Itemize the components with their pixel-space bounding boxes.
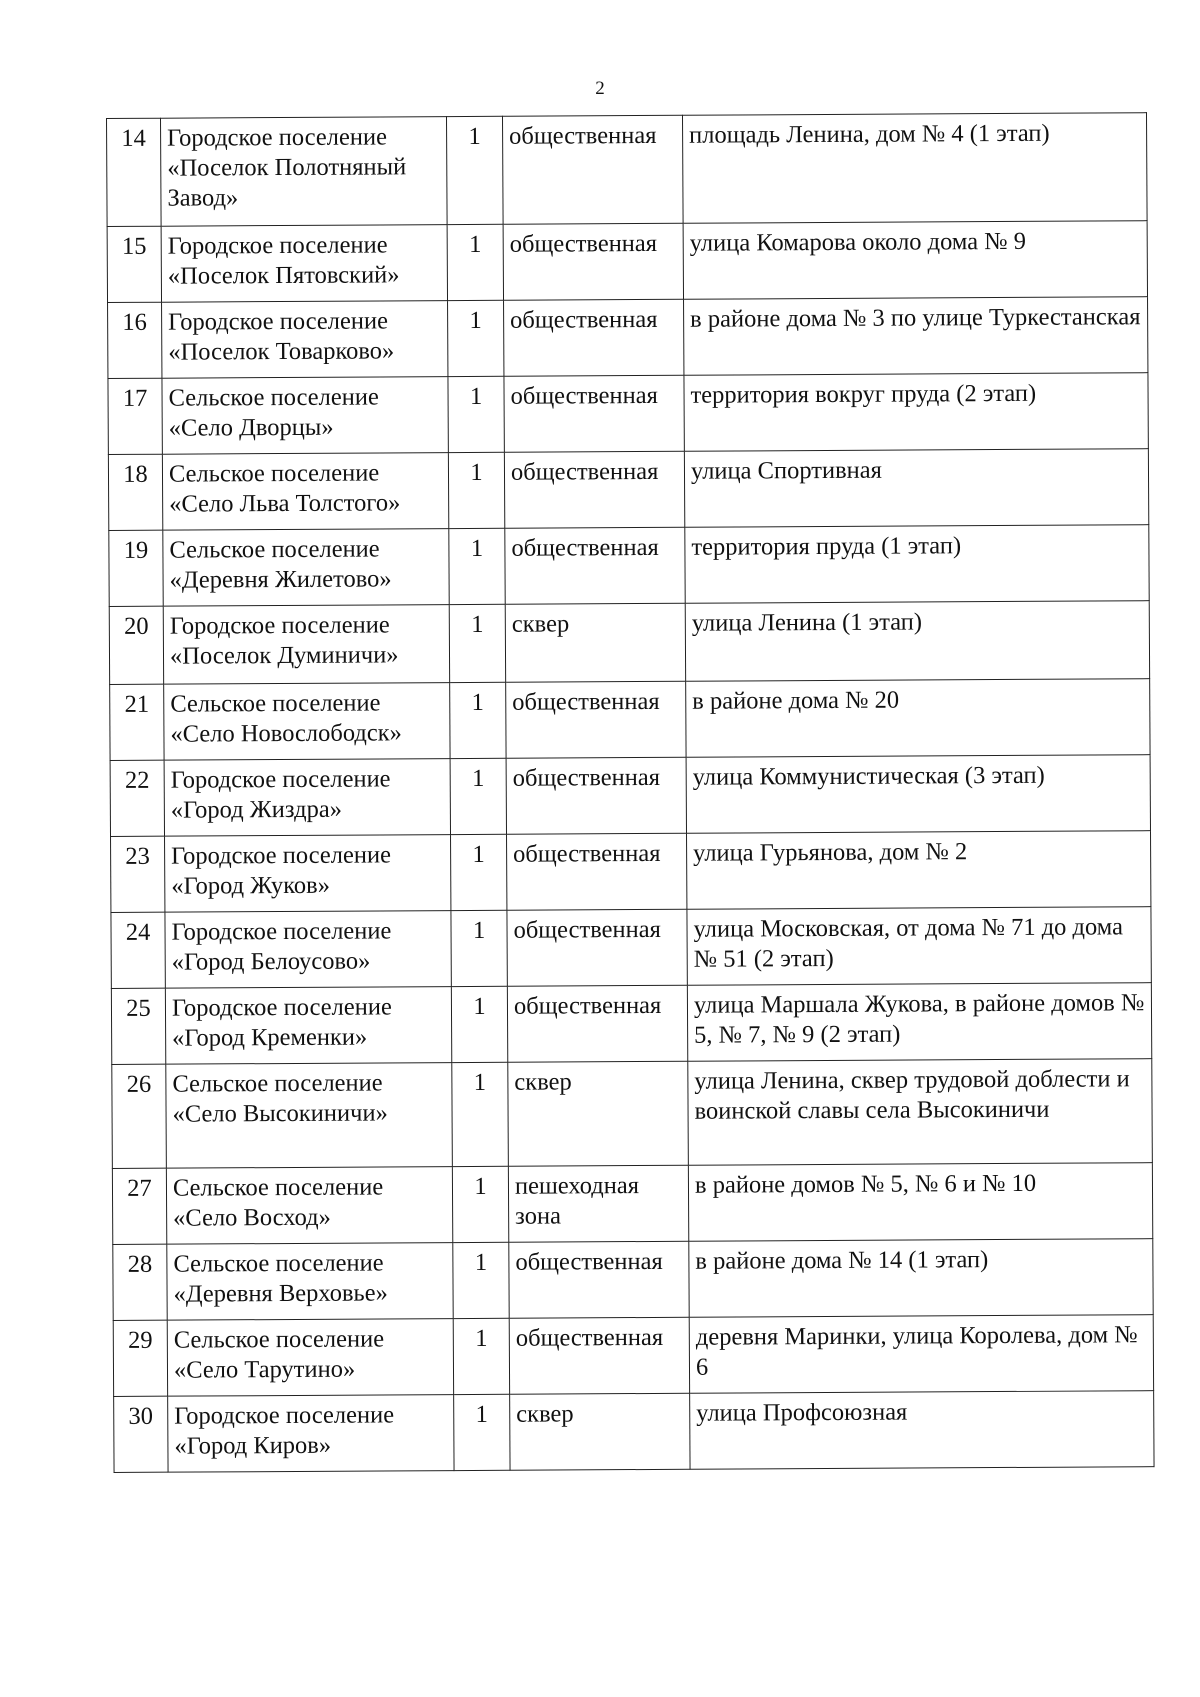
location-address: улица Ленина, сквер трудовой доблести и воинской славы села Высокиничи (688, 1059, 1153, 1166)
table-row (110, 679, 1150, 761)
territory-type: общественная (504, 299, 684, 376)
object-count: 1 (449, 604, 505, 682)
settlement-name: Сельское поселение «Село Тарутино» (167, 1319, 453, 1397)
table-row (111, 831, 1151, 913)
object-count: 1 (453, 1242, 509, 1318)
table-row (111, 983, 1151, 1065)
settlement-name: Сельское поселение «Село Дворцы» (162, 377, 448, 455)
territory-type: общественная (507, 833, 687, 910)
object-count: 1 (447, 224, 503, 300)
location-address: деревня Маринки, улица Королева, дом № 6 (689, 1315, 1153, 1394)
location-address: улица Профсоюзная (690, 1391, 1154, 1470)
row-number: 29 (113, 1320, 167, 1396)
location-address: улица Ленина (1 этап) (685, 601, 1149, 682)
settlement-name: Городское поселение «Город Кременки» (165, 987, 451, 1065)
location-address: в районе домов № 5, № 6 и № 10 (688, 1163, 1152, 1242)
object-count: 1 (453, 1318, 509, 1394)
territory-type: общественная (502, 115, 683, 224)
territory-type: сквер (505, 603, 685, 682)
object-count: 1 (451, 910, 507, 986)
settlement-name: Сельское поселение «Село Новослободск» (164, 683, 450, 761)
object-count: 1 (451, 834, 507, 910)
row-number: 30 (114, 1396, 168, 1472)
location-address: в районе дома № 20 (686, 679, 1150, 758)
territory-type: сквер (510, 1393, 690, 1470)
location-address: площадь Ленина, дом № 4 (1 этап) (682, 113, 1147, 224)
object-count: 1 (446, 116, 503, 224)
table-row (114, 1391, 1154, 1473)
territory-type: общественная (504, 375, 684, 452)
table-row (110, 755, 1150, 837)
territory-type: пешеходная зона (508, 1165, 688, 1242)
table-row (112, 1163, 1152, 1245)
settlement-name: Городское поселение «Поселок Думиничи» (163, 605, 449, 685)
settlement-name: Городское поселение «Поселок Пятовский» (161, 225, 447, 303)
location-address: улица Гурьянова, дом № 2 (687, 831, 1151, 910)
settlement-name: Городское поселение «Город Жиздра» (164, 759, 450, 837)
territory-type: общественная (503, 223, 683, 300)
location-address: улица Коммунистическая (3 этап) (686, 755, 1150, 834)
object-count: 1 (449, 528, 505, 604)
row-number: 24 (111, 912, 165, 988)
table-row (108, 449, 1148, 531)
location-address: улица Спортивная (684, 449, 1148, 528)
settlement-name: Сельское поселение «Село Высокиничи» (166, 1063, 453, 1169)
territory-type: общественная (504, 451, 684, 528)
row-number: 15 (107, 226, 161, 302)
settlement-name: Городское поселение «Город Белоусово» (165, 911, 451, 989)
table-row (113, 1239, 1153, 1321)
row-number: 25 (111, 988, 165, 1064)
table-row (113, 1315, 1153, 1397)
table-row (108, 373, 1148, 455)
territory-type: сквер (508, 1061, 689, 1166)
settlements-table (106, 112, 1155, 1473)
settlement-name: Городское поселение «Поселок Полотняный Завод» (161, 117, 448, 227)
location-address: улица Маршала Жукова, в районе домов № 5, № 7, № 9 (2 этап) (687, 983, 1151, 1062)
table-row (109, 525, 1149, 607)
object-count: 1 (448, 300, 504, 376)
settlement-name: Городское поселение «Поселок Товарково» (162, 301, 448, 379)
table-row (112, 1059, 1153, 1169)
location-address: улица Московская, от дома № 71 до дома № 51 (2 этап) (687, 907, 1151, 986)
row-number: 21 (110, 684, 164, 760)
row-number: 19 (109, 530, 163, 606)
row-number: 23 (111, 836, 165, 912)
settlement-name: Городское поселение «Город Киров» (168, 1395, 454, 1473)
table-row (108, 297, 1148, 379)
table-row (109, 601, 1149, 685)
object-count: 1 (454, 1394, 510, 1470)
row-number: 20 (109, 606, 163, 684)
territory-type: общественная (507, 909, 687, 986)
territory-type: общественная (507, 985, 687, 1062)
page-number: 2 (595, 78, 605, 99)
object-count: 1 (452, 1062, 509, 1166)
location-address: в районе дома № 14 (1 этап) (689, 1239, 1153, 1318)
table-row (107, 221, 1147, 303)
row-number: 18 (108, 454, 162, 530)
row-number: 22 (110, 760, 164, 836)
settlement-name: Сельское поселение «Село Восход» (166, 1167, 452, 1245)
object-count: 1 (452, 1166, 508, 1242)
object-count: 1 (451, 986, 507, 1062)
territory-type: общественная (505, 527, 685, 604)
settlement-name: Сельское поселение «Деревня Верховье» (167, 1243, 453, 1321)
row-number: 26 (112, 1064, 167, 1168)
territory-type: общественная (506, 681, 686, 758)
location-address: улица Комарова около дома № 9 (683, 221, 1147, 300)
settlement-name: Сельское поселение «Село Льва Толстого» (162, 453, 448, 531)
table-row (111, 907, 1151, 989)
row-number: 14 (107, 118, 162, 226)
table-row (107, 113, 1148, 227)
settlement-name: Городское поселение «Город Жуков» (165, 835, 451, 913)
territory-type: общественная (506, 757, 686, 834)
object-count: 1 (450, 682, 506, 758)
territory-type: общественная (509, 1317, 689, 1394)
row-number: 28 (113, 1244, 167, 1320)
object-count: 1 (448, 452, 504, 528)
object-count: 1 (448, 376, 504, 452)
row-number: 17 (108, 378, 162, 454)
location-address: в районе дома № 3 по улице Туркестанская (684, 297, 1148, 376)
location-address: территория пруда (1 этап) (685, 525, 1149, 604)
object-count: 1 (450, 758, 506, 834)
row-number: 27 (112, 1168, 166, 1244)
territory-type: общественная (509, 1241, 689, 1318)
row-number: 16 (108, 302, 162, 378)
settlement-name: Сельское поселение «Деревня Жилетово» (163, 529, 449, 607)
location-address: территория вокруг пруда (2 этап) (684, 373, 1148, 452)
